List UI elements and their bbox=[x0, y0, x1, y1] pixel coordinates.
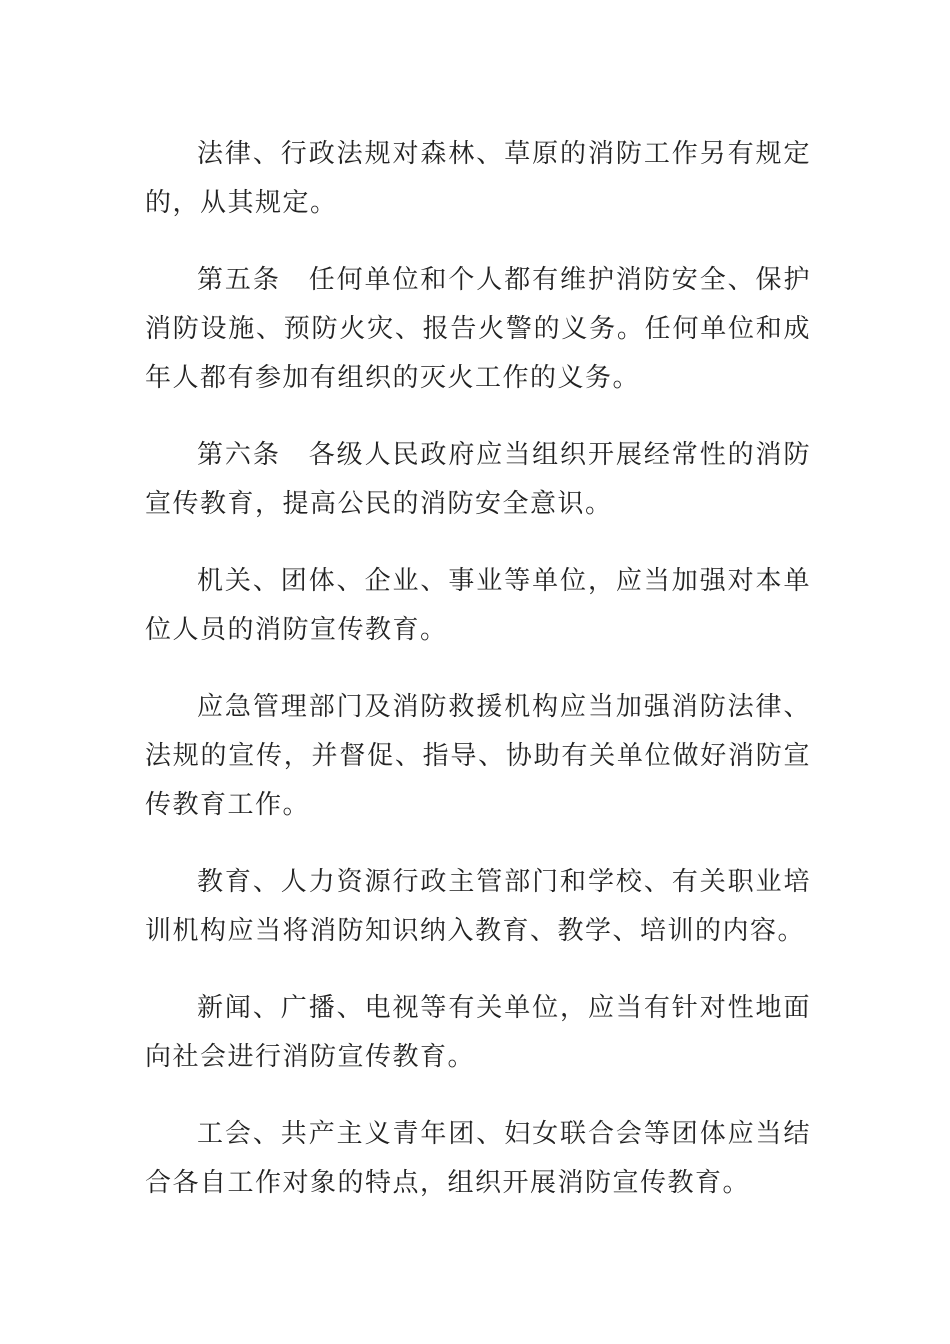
paragraph-organizations-education: 机关、团体、企业、事业等单位，应当加强对本单位人员的消防宣传教育。 bbox=[145, 566, 811, 645]
paragraph-social-groups: 工会、共产主义青年团、妇女联合会等团体应当结合各自工作对象的特点，组织开展消防宣传教育。 bbox=[145, 1119, 811, 1198]
paragraph-forest-grassland-exception: 法律、行政法规对森林、草原的消防工作另有规定的，从其规定。 bbox=[145, 139, 811, 218]
paragraph-media: 新闻、广播、电视等有关单位，应当有针对性地面向社会进行消防宣传教育。 bbox=[145, 993, 811, 1072]
paragraph-article-5: 第五条 任何单位和个人都有维护消防安全、保护消防设施、预防火灾、报告火警的义务。任何单位和成年人都有参加有组织的灭火工作的义务。 bbox=[145, 265, 811, 393]
paragraph-emergency-management: 应急管理部门及消防救援机构应当加强消防法律、法规的宣传，并督促、指导、协助有关单位做好消防宣传教育工作。 bbox=[145, 692, 811, 820]
document-body bbox=[145, 130, 811, 1236]
paragraph-education-training: 教育、人力资源行政主管部门和学校、有关职业培训机构应当将消防知识纳入教育、教学、培训的内容。 bbox=[145, 867, 811, 946]
paragraph-article-6: 第六条 各级人民政府应当组织开展经常性的消防宣传教育，提高公民的消防安全意识。 bbox=[145, 440, 811, 519]
